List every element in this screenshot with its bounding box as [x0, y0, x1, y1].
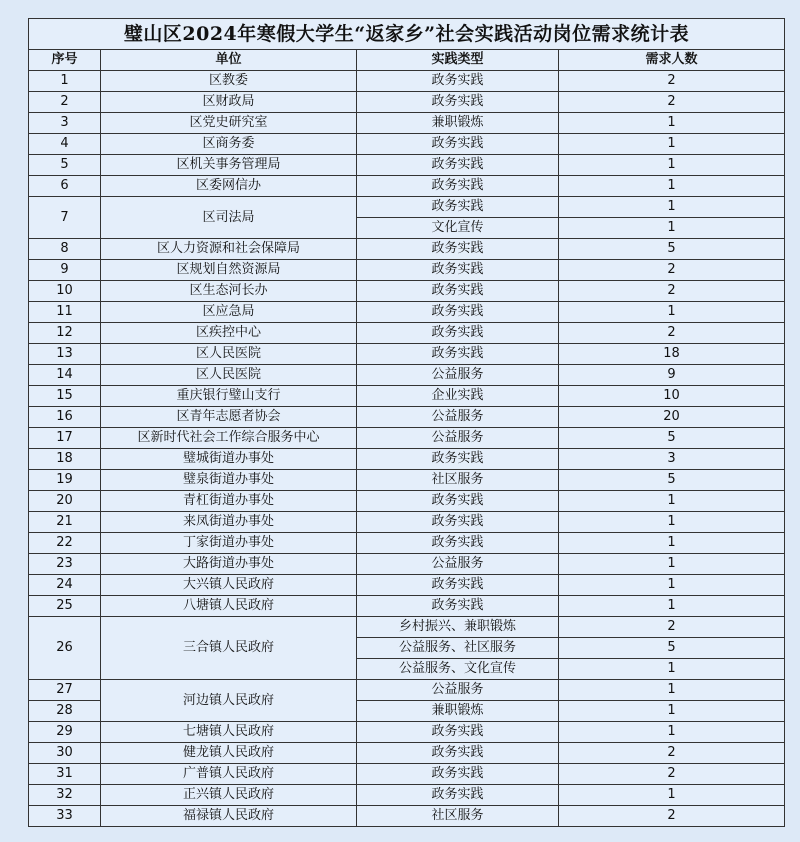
row-number-cell: 29 — [29, 722, 101, 743]
header-unit: 单位 — [101, 50, 357, 71]
header-type: 实践类型 — [357, 50, 559, 71]
unit-cell: 区青年志愿者协会 — [101, 407, 357, 428]
header-row — [29, 50, 785, 71]
row-number-cell: 31 — [29, 764, 101, 785]
practice-type-cell: 政务实践 — [357, 176, 559, 197]
practice-type-cell: 公益服务 — [357, 680, 559, 701]
demand-count-cell: 2 — [559, 260, 785, 281]
row-number-cell: 6 — [29, 176, 101, 197]
demand-count-cell: 1 — [559, 218, 785, 239]
unit-cell: 区人民医院 — [101, 365, 357, 386]
row-number-cell: 4 — [29, 134, 101, 155]
table-row — [29, 449, 785, 470]
practice-type-cell: 政务实践 — [357, 743, 559, 764]
demand-count-cell: 2 — [559, 806, 785, 827]
practice-type-cell: 社区服务 — [357, 806, 559, 827]
unit-cell: 正兴镇人民政府 — [101, 785, 357, 806]
demand-count-cell: 1 — [559, 533, 785, 554]
table-row — [29, 743, 785, 764]
practice-type-cell: 政务实践 — [357, 134, 559, 155]
unit-cell: 璧城街道办事处 — [101, 449, 357, 470]
demand-count-cell: 1 — [559, 701, 785, 722]
practice-type-cell: 兼职锻炼 — [357, 701, 559, 722]
unit-cell: 丁家街道办事处 — [101, 533, 357, 554]
table-row — [29, 575, 785, 596]
demand-count-cell: 10 — [559, 386, 785, 407]
table-row — [29, 386, 785, 407]
unit-cell: 区机关事务管理局 — [101, 155, 357, 176]
practice-type-cell: 政务实践 — [357, 323, 559, 344]
row-number-cell: 14 — [29, 365, 101, 386]
table-row — [29, 512, 785, 533]
table-row — [29, 470, 785, 491]
demand-count-cell: 5 — [559, 428, 785, 449]
table-row — [29, 302, 785, 323]
table-row — [29, 176, 785, 197]
unit-cell: 来凤街道办事处 — [101, 512, 357, 533]
unit-cell: 重庆银行璧山支行 — [101, 386, 357, 407]
table-row — [29, 764, 785, 785]
practice-type-cell: 政务实践 — [357, 155, 559, 176]
row-number-cell: 12 — [29, 323, 101, 344]
row-number-cell: 8 — [29, 239, 101, 260]
practice-type-cell: 政务实践 — [357, 722, 559, 743]
demand-count-cell: 1 — [559, 554, 785, 575]
table-row — [29, 680, 785, 701]
demand-count-cell: 1 — [559, 785, 785, 806]
unit-cell: 区新时代社会工作综合服务中心 — [101, 428, 357, 449]
practice-type-cell: 政务实践 — [357, 764, 559, 785]
row-number-cell: 13 — [29, 344, 101, 365]
row-number-cell: 18 — [29, 449, 101, 470]
practice-type-cell: 政务实践 — [357, 260, 559, 281]
table-row — [29, 113, 785, 134]
unit-cell: 区应急局 — [101, 302, 357, 323]
demand-count-cell: 2 — [559, 92, 785, 113]
demand-count-cell: 1 — [559, 302, 785, 323]
row-number-cell: 28 — [29, 701, 101, 722]
demand-count-cell: 5 — [559, 239, 785, 260]
unit-cell: 区司法局 — [101, 197, 357, 239]
practice-type-cell: 政务实践 — [357, 533, 559, 554]
unit-cell: 广普镇人民政府 — [101, 764, 357, 785]
row-number-cell: 7 — [29, 197, 101, 239]
demand-count-cell: 5 — [559, 470, 785, 491]
row-number-cell: 33 — [29, 806, 101, 827]
table-row — [29, 722, 785, 743]
row-number-cell: 32 — [29, 785, 101, 806]
demand-count-cell: 3 — [559, 449, 785, 470]
unit-cell: 区委网信办 — [101, 176, 357, 197]
row-number-cell: 24 — [29, 575, 101, 596]
table-row — [29, 155, 785, 176]
demand-count-cell: 2 — [559, 71, 785, 92]
table-row — [29, 407, 785, 428]
row-number-cell: 5 — [29, 155, 101, 176]
row-number-cell: 19 — [29, 470, 101, 491]
demand-count-cell: 1 — [559, 659, 785, 680]
unit-cell: 璧泉街道办事处 — [101, 470, 357, 491]
table-row — [29, 260, 785, 281]
demand-count-cell: 1 — [559, 680, 785, 701]
unit-cell: 健龙镇人民政府 — [101, 743, 357, 764]
table-row — [29, 365, 785, 386]
practice-type-cell: 公益服务 — [357, 428, 559, 449]
demand-count-cell: 1 — [559, 491, 785, 512]
row-number-cell: 23 — [29, 554, 101, 575]
practice-type-cell: 公益服务 — [357, 365, 559, 386]
table-row — [29, 596, 785, 617]
table-body — [29, 71, 785, 827]
table-row — [29, 428, 785, 449]
row-number-cell: 17 — [29, 428, 101, 449]
practice-type-cell: 文化宣传 — [357, 218, 559, 239]
demand-count-cell: 1 — [559, 155, 785, 176]
practice-type-cell: 政务实践 — [357, 785, 559, 806]
practice-type-cell: 政务实践 — [357, 512, 559, 533]
unit-cell: 区财政局 — [101, 92, 357, 113]
table-row — [29, 323, 785, 344]
unit-cell: 大兴镇人民政府 — [101, 575, 357, 596]
demand-count-cell: 2 — [559, 764, 785, 785]
row-number-cell: 26 — [29, 617, 101, 680]
table-row — [29, 197, 785, 218]
practice-type-cell: 乡村振兴、兼职锻炼 — [357, 617, 559, 638]
row-number-cell: 1 — [29, 71, 101, 92]
unit-cell: 区规划自然资源局 — [101, 260, 357, 281]
practice-type-cell: 政务实践 — [357, 596, 559, 617]
row-number-cell: 27 — [29, 680, 101, 701]
practice-type-cell: 政务实践 — [357, 197, 559, 218]
practice-type-cell: 政务实践 — [357, 71, 559, 92]
demand-count-cell: 1 — [559, 197, 785, 218]
demand-count-cell: 5 — [559, 638, 785, 659]
row-number-cell: 16 — [29, 407, 101, 428]
table-title: 璧山区2024年寒假大学生“返家乡”社会实践活动岗位需求统计表 — [28, 18, 785, 49]
practice-type-cell: 公益服务 — [357, 407, 559, 428]
unit-cell: 区党史研究室 — [101, 113, 357, 134]
practice-type-cell: 政务实践 — [357, 92, 559, 113]
unit-cell: 八塘镇人民政府 — [101, 596, 357, 617]
table-row — [29, 491, 785, 512]
unit-cell: 区生态河长办 — [101, 281, 357, 302]
table-row — [29, 533, 785, 554]
row-number-cell: 21 — [29, 512, 101, 533]
unit-cell: 七塘镇人民政府 — [101, 722, 357, 743]
practice-type-cell: 公益服务 — [357, 554, 559, 575]
table-row — [29, 344, 785, 365]
practice-type-cell: 政务实践 — [357, 344, 559, 365]
unit-cell: 区人民医院 — [101, 344, 357, 365]
row-number-cell: 22 — [29, 533, 101, 554]
practice-type-cell: 政务实践 — [357, 239, 559, 260]
table-row — [29, 71, 785, 92]
row-number-cell: 11 — [29, 302, 101, 323]
demand-statistics-table — [28, 18, 785, 827]
header-no: 序号 — [29, 50, 101, 71]
table-row — [29, 806, 785, 827]
unit-cell: 三合镇人民政府 — [101, 617, 357, 680]
demand-count-cell: 2 — [559, 323, 785, 344]
demand-count-cell: 1 — [559, 512, 785, 533]
table-row — [29, 617, 785, 638]
row-number-cell: 3 — [29, 113, 101, 134]
unit-cell: 大路街道办事处 — [101, 554, 357, 575]
unit-cell: 河边镇人民政府 — [101, 680, 357, 722]
demand-count-cell: 2 — [559, 743, 785, 764]
table-row — [29, 92, 785, 113]
practice-type-cell: 政务实践 — [357, 449, 559, 470]
table-row — [29, 554, 785, 575]
practice-type-cell: 政务实践 — [357, 302, 559, 323]
row-number-cell: 9 — [29, 260, 101, 281]
row-number-cell: 30 — [29, 743, 101, 764]
unit-cell: 福禄镇人民政府 — [101, 806, 357, 827]
demand-count-cell: 20 — [559, 407, 785, 428]
demand-count-cell: 1 — [559, 575, 785, 596]
table-row — [29, 785, 785, 806]
unit-cell: 区人力资源和社会保障局 — [101, 239, 357, 260]
demand-count-cell: 1 — [559, 113, 785, 134]
demand-count-cell: 2 — [559, 617, 785, 638]
row-number-cell: 2 — [29, 92, 101, 113]
unit-cell: 区商务委 — [101, 134, 357, 155]
demand-count-cell: 1 — [559, 596, 785, 617]
practice-type-cell: 公益服务、文化宣传 — [357, 659, 559, 680]
practice-type-cell: 公益服务、社区服务 — [357, 638, 559, 659]
demand-count-cell: 9 — [559, 365, 785, 386]
demand-count-cell: 1 — [559, 722, 785, 743]
row-number-cell: 20 — [29, 491, 101, 512]
demand-count-cell: 1 — [559, 134, 785, 155]
practice-type-cell: 政务实践 — [357, 491, 559, 512]
unit-cell: 区教委 — [101, 71, 357, 92]
practice-type-cell: 政务实践 — [357, 281, 559, 302]
row-number-cell: 10 — [29, 281, 101, 302]
row-number-cell: 15 — [29, 386, 101, 407]
table-row — [29, 281, 785, 302]
row-number-cell: 25 — [29, 596, 101, 617]
practice-type-cell: 政务实践 — [357, 575, 559, 596]
practice-type-cell: 社区服务 — [357, 470, 559, 491]
table-row — [29, 134, 785, 155]
table-row — [29, 239, 785, 260]
header-count: 需求人数 — [559, 50, 785, 71]
unit-cell: 区疾控中心 — [101, 323, 357, 344]
demand-count-cell: 18 — [559, 344, 785, 365]
practice-type-cell: 企业实践 — [357, 386, 559, 407]
unit-cell: 青杠街道办事处 — [101, 491, 357, 512]
demand-count-cell: 2 — [559, 281, 785, 302]
demand-count-cell: 1 — [559, 176, 785, 197]
practice-type-cell: 兼职锻炼 — [357, 113, 559, 134]
